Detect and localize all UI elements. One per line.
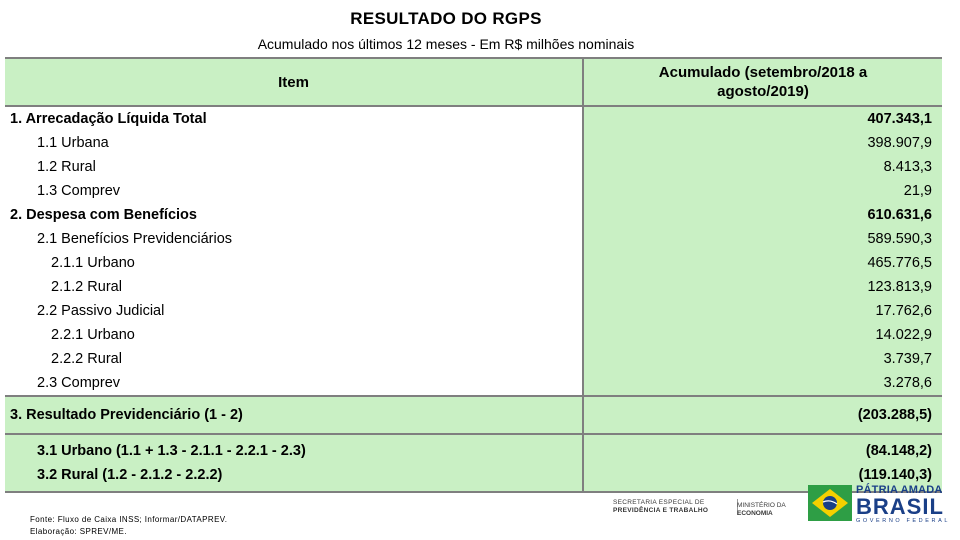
table-row-value: 398.907,9 (867, 135, 932, 151)
table-row-value: 610.631,6 (867, 207, 932, 223)
table-row-label: 2. Despesa com Benefícios (10, 207, 197, 223)
table-row-label: 2.3 Comprev (37, 375, 121, 391)
table-row-label: 2.1.1 Urbano (51, 255, 135, 271)
patria-amada-text: PÁTRIA AMADA (856, 484, 943, 496)
ministerio-line1: MINISTÉRIO DA (737, 502, 786, 509)
table-row-label: 2.2 Passivo Judicial (37, 303, 165, 319)
table-row-label: 3.2 Rural (1.2 - 2.1.2 - 2.2.2) (37, 467, 223, 483)
table-row-value: 14.022,9 (875, 327, 932, 343)
table-section-2 (5, 397, 942, 435)
table-row-value: 3.278,6 (883, 375, 932, 391)
patria-amada-brasil-logo (856, 484, 950, 524)
table-row-value: 17.762,6 (875, 303, 932, 319)
section-2-labels (5, 397, 584, 433)
table-row-value: (203.288,5) (857, 407, 932, 423)
section-1-labels (5, 107, 584, 395)
table-row-label: 3. Resultado Previdenciário (1 - 2) (10, 407, 243, 423)
table-row-label: 2.1.2 Rural (51, 279, 122, 295)
table-row-value: 21,9 (903, 183, 932, 199)
table-row-label: 2.1 Benefícios Previdenciários (37, 231, 233, 247)
table-row-label: 2.2.2 Rural (51, 351, 122, 367)
table-row-value: 3.739,7 (883, 351, 932, 367)
section-1-values (584, 107, 942, 395)
table-row-value: 123.813,9 (867, 279, 932, 295)
brasil-text: BRASIL (856, 494, 944, 519)
secretaria-logo (613, 499, 738, 515)
section-3-labels (5, 435, 584, 491)
table-header (5, 57, 942, 107)
table-row-value: 407.343,1 (867, 111, 932, 127)
ministerio-logo (737, 502, 803, 518)
table-row-label: 1.1 Urbana (37, 135, 109, 151)
elaboration-line: Elaboração: SPREV/ME. (30, 527, 127, 536)
governo-federal-text: GOVERNO FEDERAL (856, 518, 951, 524)
header-item: Item (5, 59, 584, 105)
table-section-1 (5, 107, 942, 397)
source-note (30, 514, 227, 538)
page-title: RESULTADO DO RGPS (350, 9, 542, 28)
brazil-flag-icon (808, 485, 852, 526)
table-row-value: (119.140,3) (858, 467, 932, 483)
section-2-values (584, 397, 942, 433)
table-section-3 (5, 435, 942, 493)
table-row-label: 1. Arrecadação Líquida Total (10, 111, 207, 127)
table-row-label: 3.1 Urbano (1.1 + 1.3 - 2.1.1 - 2.2.1 - 2.3) (37, 443, 306, 459)
table-row-value: 8.413,3 (883, 159, 932, 175)
table-row-value: 589.590,3 (867, 231, 932, 247)
table-row-label: 1.3 Comprev (37, 183, 121, 199)
secretaria-line2: PREVIDÊNCIA E TRABALHO (613, 507, 709, 514)
table-row-value: (84.148,2) (865, 443, 932, 459)
header-value: Acumulado (setembro/2018 a agosto/2019) (658, 64, 868, 100)
ministerio-line2: ECONOMIA (737, 510, 773, 517)
page-subtitle: Acumulado nos últimos 12 meses - Em R$ milhões nominais (257, 36, 635, 52)
table-row-label: 2.2.1 Urbano (51, 327, 135, 343)
results-table (5, 57, 942, 493)
source-line: Fonte: Fluxo de Caixa INSS; Informar/DATAPREV. (30, 515, 228, 524)
secretaria-line1: SECRETARIA ESPECIAL DE (613, 499, 705, 506)
table-row-label: 1.2 Rural (37, 159, 96, 175)
table-row-value: 465.776,5 (867, 255, 932, 271)
section-3-values (584, 435, 942, 491)
